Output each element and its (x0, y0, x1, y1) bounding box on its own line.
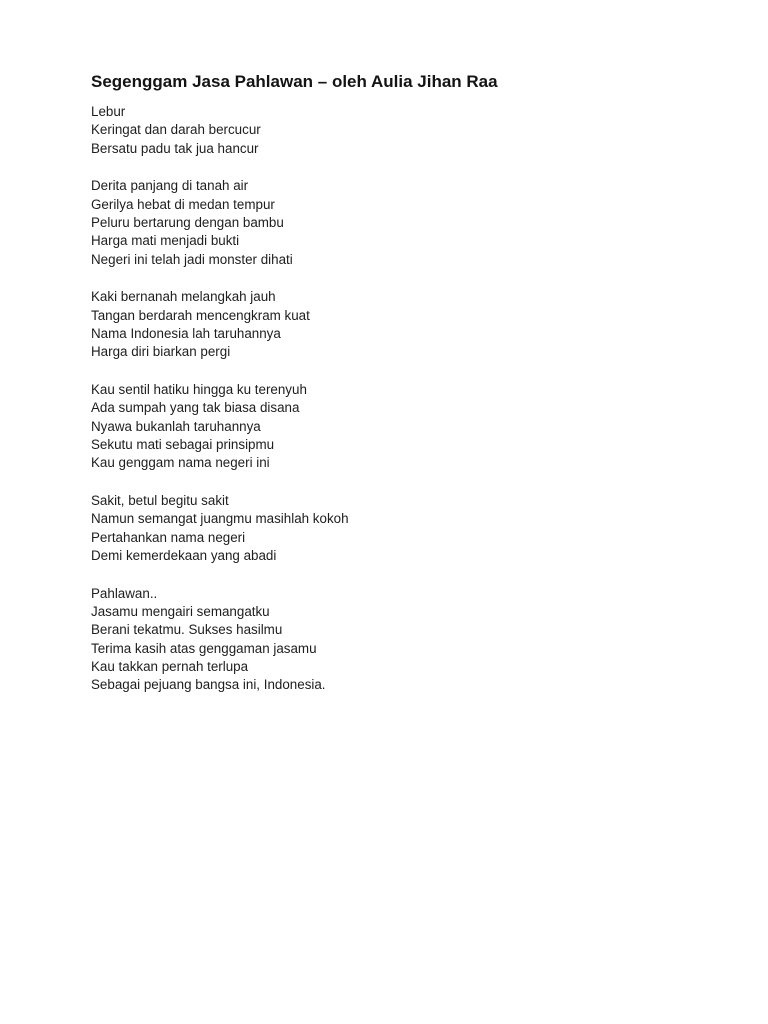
poem-line: Kau sentil hatiku hingga ku terenyuh (91, 382, 307, 398)
poem-title: Segenggam Jasa Pahlawan – oleh Aulia Jihan Raa (91, 72, 498, 91)
poem-line: Harga mati menjadi bukti (91, 233, 240, 249)
poem-line: Tangan berdarah mencengkram kuat (91, 307, 310, 323)
stanza-6 (91, 585, 691, 695)
poem-line: Lebur (91, 104, 126, 119)
poem-line: Ada sumpah yang tak biasa disana (91, 400, 300, 416)
poem-line: Kau genggam nama negeri ini (91, 455, 270, 471)
poem-line: Bersatu padu tak jua hancur (91, 140, 259, 156)
poem-line: Keringat dan darah bercucur (91, 122, 261, 138)
poem-line: Peluru bertarung dengan bambu (91, 214, 284, 230)
poem-line: Namun semangat juangmu masihlah kokoh (91, 511, 349, 527)
poem-line: Harga diri biarkan pergi (91, 344, 231, 360)
poem-line: Gerilya hebat di medan tempur (91, 196, 275, 212)
poem-line: Derita panjang di tanah air (91, 178, 249, 194)
poem-line: Jasamu mengairi semangatku (91, 604, 270, 620)
poem-line: Pertahankan nama negeri (91, 529, 246, 545)
stanza-5 (91, 492, 691, 565)
poem-line: Nama Indonesia lah taruhannya (91, 325, 281, 341)
poem-line: Sekutu mati sebagai prinsipmu (91, 436, 275, 452)
poem-line: Terima kasih atas genggaman jasamu (91, 640, 317, 656)
poem-line: Berani tekatmu. Sukses hasilmu (91, 622, 283, 638)
stanza-1 (91, 103, 691, 158)
poem-line: Negeri ini telah jadi monster dihati (91, 251, 293, 267)
poem-line: Kaki bernanah melangkah jauh (91, 289, 276, 305)
poem-body (91, 103, 691, 714)
stanza-2 (91, 177, 691, 268)
poem-line: Pahlawan.. (91, 585, 158, 601)
poem-line: Sakit, betul begitu sakit (91, 493, 229, 509)
poem-line: Nyawa bukanlah taruhannya (91, 418, 261, 434)
stanza-3 (91, 288, 691, 361)
stanza-4 (91, 381, 691, 472)
poem-line: Sebagai pejuang bangsa ini, Indonesia. (91, 677, 326, 693)
poem-line: Kau takkan pernah terlupa (91, 658, 249, 674)
poem-line: Demi kemerdekaan yang abadi (91, 547, 277, 563)
